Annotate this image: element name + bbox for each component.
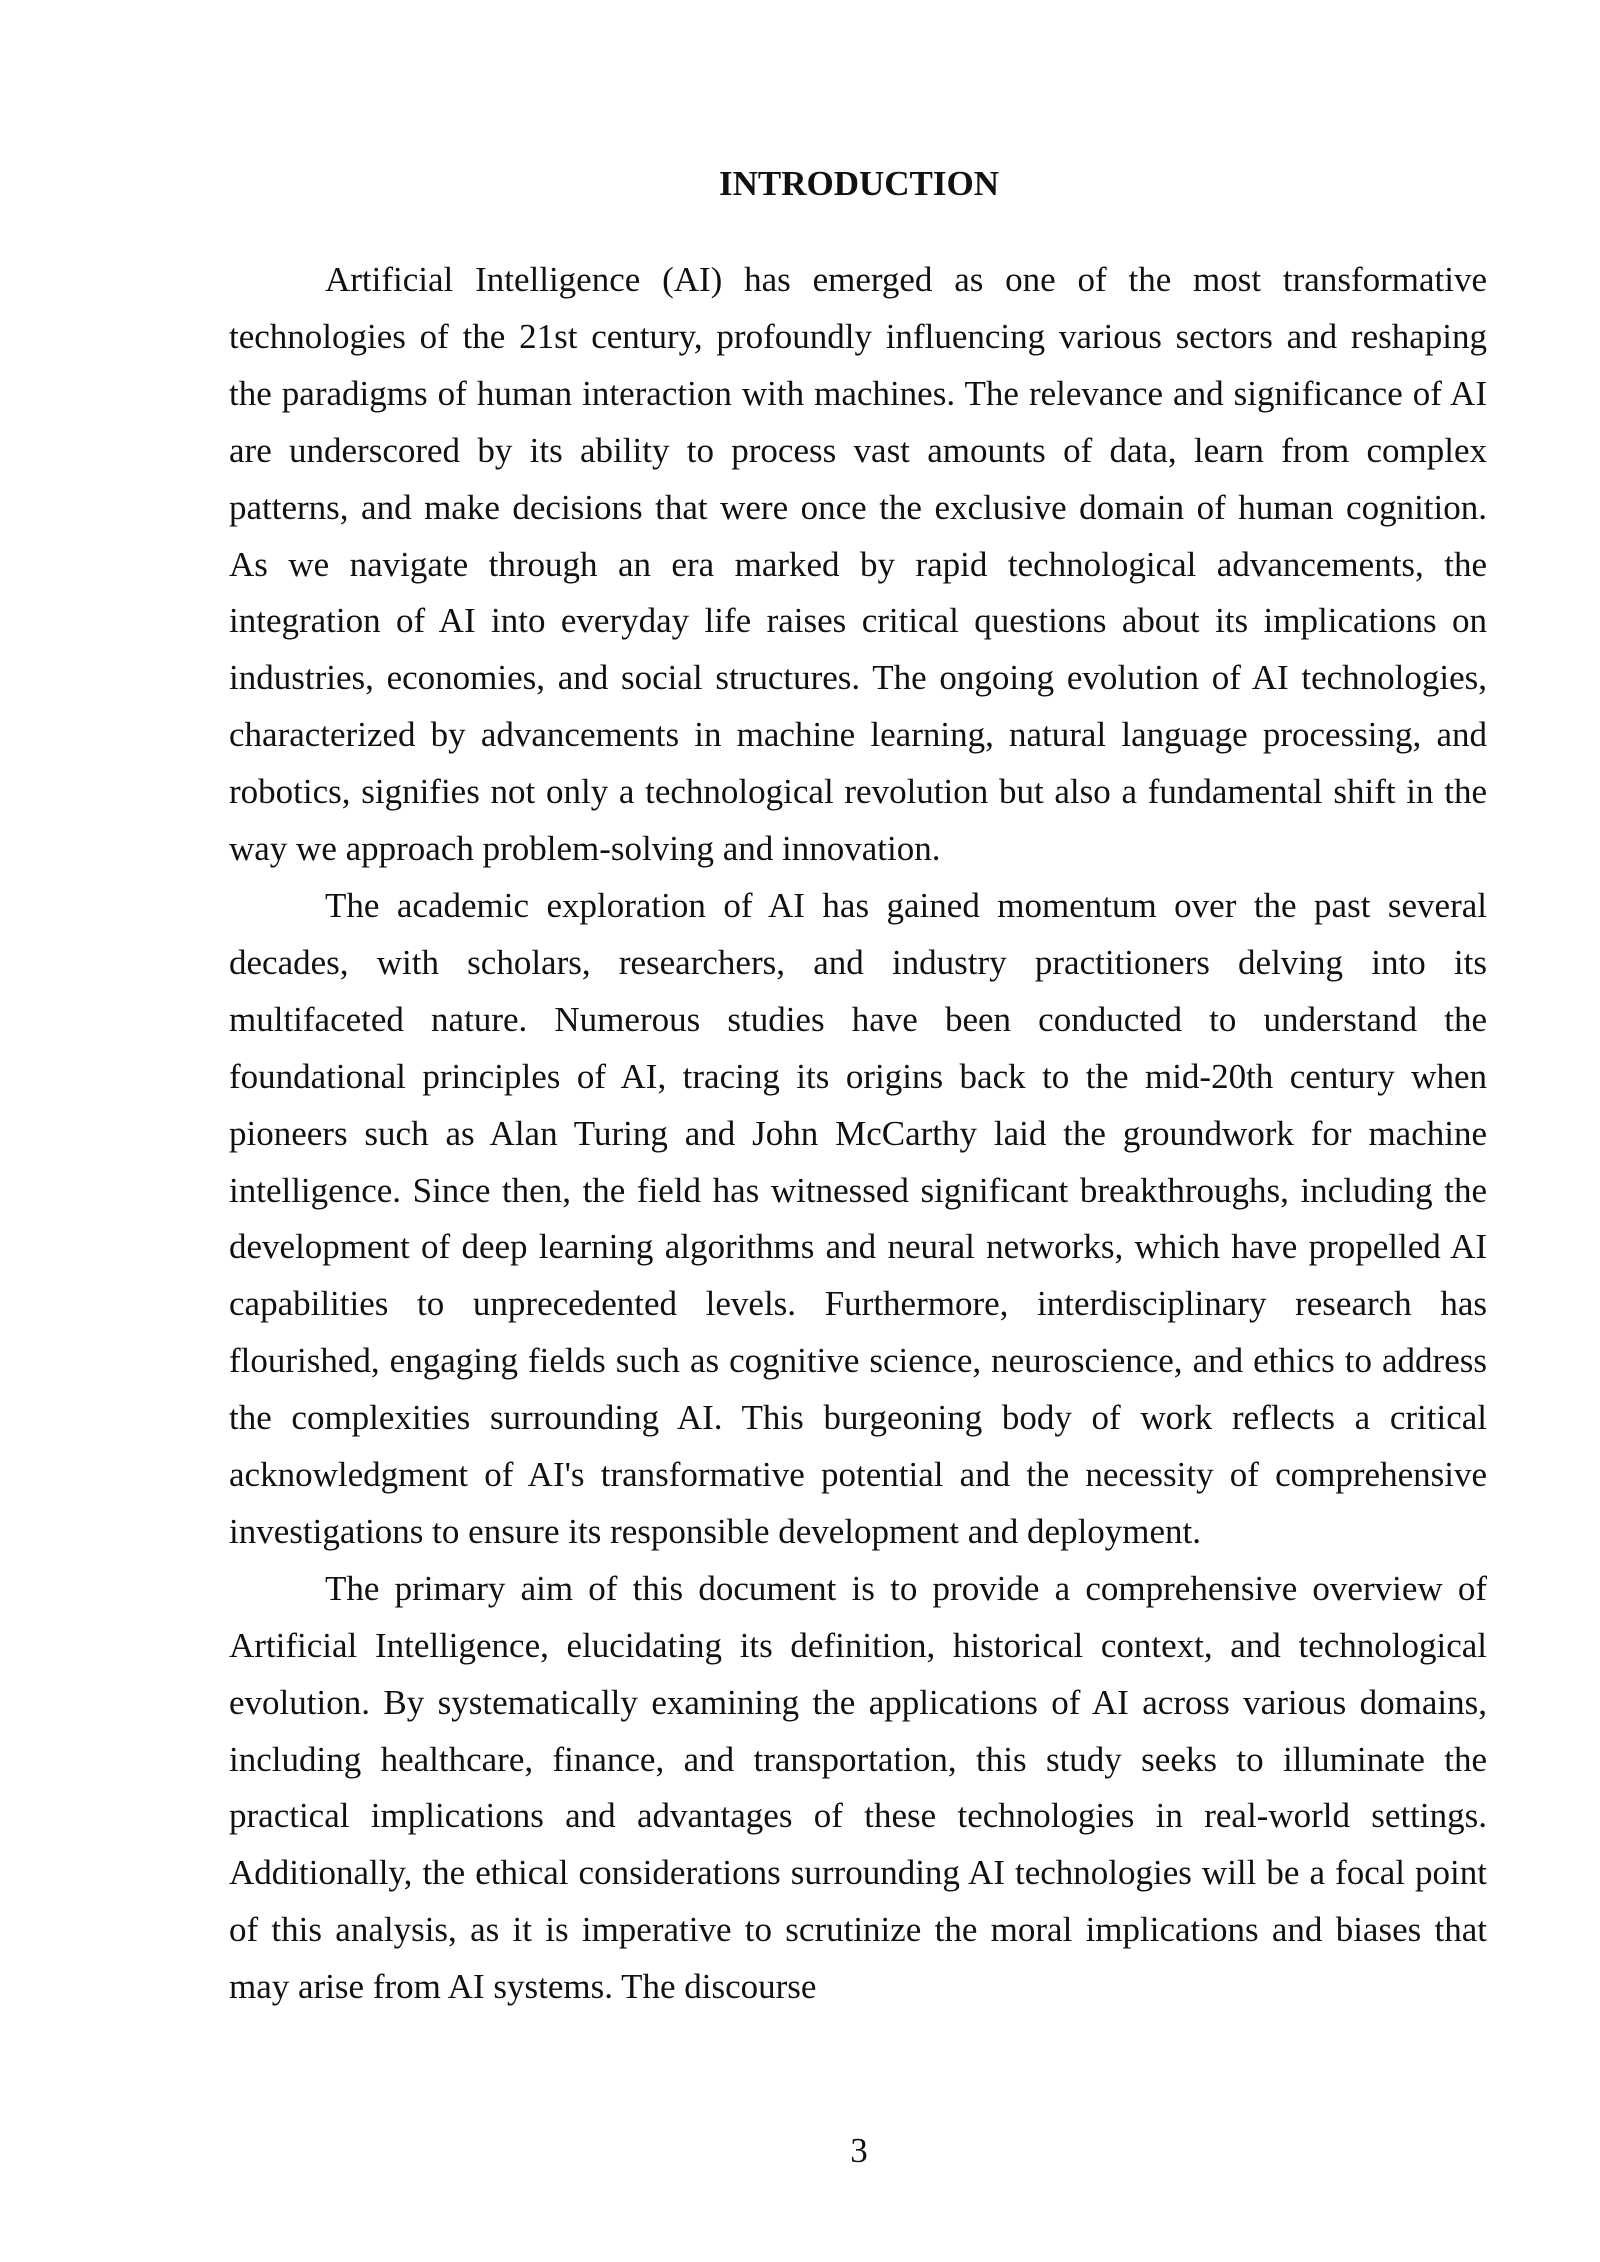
body-text	[229, 252, 1487, 2016]
page-number: 3	[850, 2131, 868, 2170]
paragraph-2: The academic exploration of AI has gained momentum over the past several decades, with scholars, researchers, and industry practitioners delving into its multifaceted nature. Numerous studies have been conducted to understand the foundational principles of AI, tracing its origins back to the mid-20th century when pioneers such as Alan Turing and John McCarthy laid the groundwork for machine intelligence. Since then, the field has witnessed significant breakthroughs, including the development of deep learning algorithms and neural networks, which have propelled AI capabilities to unprecedented levels. Furthermore, interdisciplinary research has flourished, engaging fields such as cognitive science, neuroscience, and ethics to address the complexities surrounding AI. This burgeoning body of work reflects a critical acknowledgment of AI's transformative potential and the necessity of comprehensive investigations to ensure its responsible development and deployment.	[229, 885, 1487, 1551]
page-title: INTRODUCTION	[718, 164, 1000, 203]
paragraph-3: The primary aim of this document is to provide a comprehensive overview of Artificial Intelligence, elucidating its definition, historical context, and technological evolution. By systematically examining the applications of AI across various domains, including healthcare, finance, and transportation, this study seeks to illuminate the practical implications and advantages of these technologies in real-world settings. Additionally, the ethical considerations surrounding AI technologies will be a focal point of this analysis, as it is imperative to scrutinize the moral implications and biases that may arise from AI systems. The discourse	[229, 1568, 1487, 2007]
paragraph-1: Artificial Intelligence (AI) has emerged as one of the most transformative technologies of the 21st century, profoundly influencing various sectors and reshaping the paradigms of human interaction with machines. The relevance and significance of AI are underscored by its ability to process vast amounts of data, learn from complex patterns, and make decisions that were once the exclusive domain of human cognition. As we navigate through an era marked by rapid technological advancements, the integration of AI into everyday life raises critical questions about its implications on industries, economies, and social structures. The ongoing evolution of AI technologies, characterized by advancements in machine learning, natural language processing, and robotics, signifies not only a technological revolution but also a fundamental shift in the way we approach problem-solving and innovation.	[229, 260, 1487, 869]
